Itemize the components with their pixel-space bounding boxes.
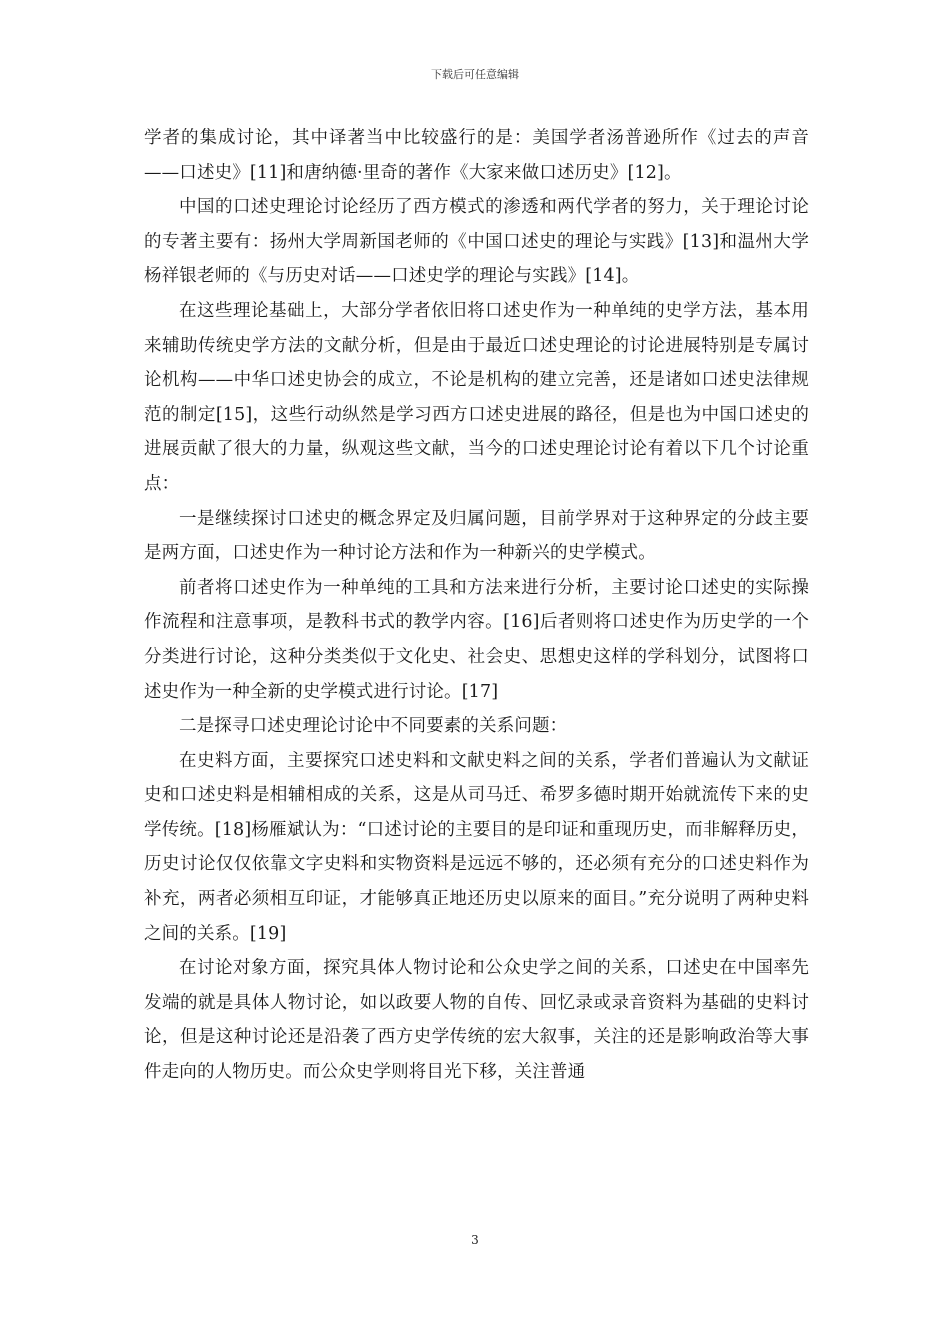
paragraph: 学者的集成讨论，其中译著当中比较盛行的是：美国学者汤普逊所作《过去的声音——口述史》[11]和唐纳德·里奇的著作《大家来做口述历史》[12]。 <box>144 128 809 183</box>
page-header: 下载后可任意编辑 <box>431 68 519 81</box>
paragraph: 在讨论对象方面，探究具体人物讨论和公众史学之间的关系，口述史在中国率先发端的就是具体人物讨论，如以政要人物的自传、回忆录或录音资料为基础的史料讨论，但是这种讨论还是沿袭了西方史学传统的宏大叙事，关注的还是影响政治等大事件走向的人物历史。而公众史学则将目光下移，关注普通 <box>144 958 809 1083</box>
document-body <box>144 121 809 1090</box>
page-number: 3 <box>471 1233 479 1247</box>
paragraph: 二是探寻口述史理论讨论中不同要素的关系问题： <box>179 716 568 737</box>
paragraph: 中国的口述史理论讨论经历了西方模式的渗透和两代学者的努力，关于理论讨论的专著主要有：扬州大学周新国老师的《中国口述史的理论与实践》[13]和温州大学杨祥银老师的《与历史对话——口述史学的理论与实践》[14]。 <box>144 197 809 287</box>
paragraph: 一是继续探讨口述史的概念界定及归属问题，目前学界对于这种界定的分歧主要是两方面，口述史作为一种讨论方法和作为一种新兴的史学模式。 <box>144 508 809 564</box>
paragraph: 在史料方面，主要探究口述史料和文献史料之间的关系，学者们普遍认为文献证史和口述史料是相辅相成的关系，这是从司马迁、希罗多德时期开始就流传下来的史学传统。[18]杨雁斌认为：“口述讨论的主要目的是印证和重现历史，而非解释历史，历史讨论仅仅依靠文字史料和实物资料是远远不够的，还必须有充分的口述史料作为补充，两者必须相互印证，才能够真正地还历史以原来的面目。”充分说明了两种史料之间的关系。[19] <box>144 750 809 944</box>
paragraph: 前者将口述史作为一种单纯的工具和方法来进行分析，主要讨论口述史的实际操作流程和注意事项，是教科书式的教学内容。[16]后者则将口述史作为历史学的一个分类进行讨论，这种分类类似于文化史、社会史、思想史这样的学科划分，试图将口述史作为一种全新的史学模式进行讨论。[17] <box>144 577 809 702</box>
paragraph: 在这些理论基础上，大部分学者依旧将口述史作为一种单纯的史学方法，基本用来辅助传统史学方法的文献分析，但是由于最近口述史理论的讨论进展特别是专属讨论机构——中华口述史协会的成立，不论是机构的建立完善，还是诸如口述史法律规范的制定[15]，这些行动纵然是学习西方口述史进展的路径，但是也为中国口述史的进展贡献了很大的力量，纵观这些文献，当今的口述史理论讨论有着以下几个讨论重点： <box>144 300 809 494</box>
